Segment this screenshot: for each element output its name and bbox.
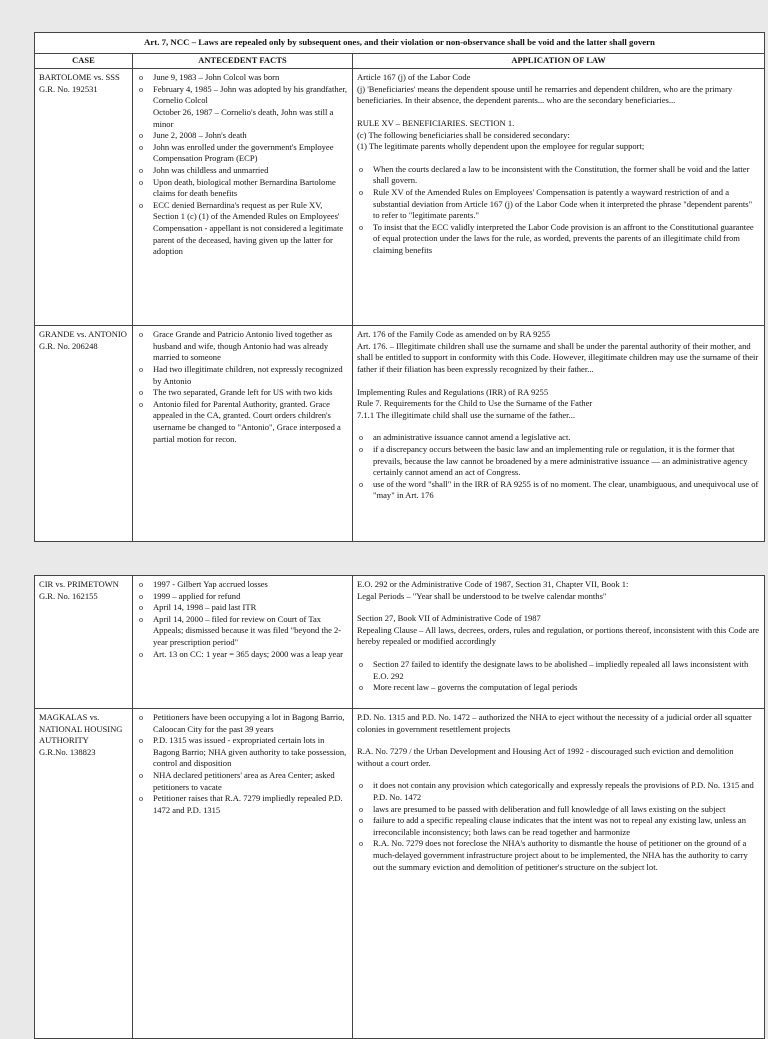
fact-item: o The two separated, Grande left for US with two kids xyxy=(137,387,348,399)
ruling-point: o use of the word "shall" in the IRR of RA 9255 is of no moment. The clear, unambiguous, and unequivocal use of "may" in Art. 176 xyxy=(357,479,760,502)
case-cell xyxy=(35,709,133,1039)
case-name: BARTOLOME vs. SSS G.R. No. 192531 xyxy=(39,72,120,94)
case-name: CIR vs. PRIMETOWN G.R. No. 162155 xyxy=(39,579,119,601)
ruling-point: o failure to add a specific repealing clause indicates that the intent was not to repeal any existing law, unless an irreconcilable inconsistency; both laws can be read together and harmonize xyxy=(357,815,760,838)
ruling-point: o To insist that the ECC validly interpreted the Labor Code provision is an affront to the Constitutional guarantee of equal protection under the laws for the rule, as worded, prevents the parents of an illegitimate child from claiming benefits xyxy=(357,222,760,257)
table-row xyxy=(35,709,765,1039)
fact-item: o April 14, 1998 – paid last ITR xyxy=(137,602,348,614)
facts-list xyxy=(137,329,348,445)
case-cell xyxy=(35,69,133,326)
law-cell xyxy=(353,576,765,709)
case-cell xyxy=(35,326,133,542)
fact-item: o John was childless and unmarried xyxy=(137,165,348,177)
fact-item: o John was enrolled under the government's Employee Compensation Program (ECP) xyxy=(137,142,348,165)
header-law: APPLICATION OF LAW xyxy=(353,53,765,69)
law-text xyxy=(357,712,760,769)
ruling-point: o it does not contain any provision which categorically and expressly repeals the provisions of P.D. No. 1315 and P.D. No. 1472 xyxy=(357,780,760,803)
law-provision-line: Legal Periods – "Year shall be understood to be twelve calendar months" xyxy=(357,590,607,601)
table-row xyxy=(35,69,765,326)
case-cell xyxy=(35,576,133,709)
facts-list xyxy=(137,712,348,816)
law-cell xyxy=(353,709,765,1039)
fact-item: o NHA declared petitioners' area as Area Center; asked petitioners to vacate xyxy=(137,770,348,793)
facts-list xyxy=(137,72,348,258)
header-facts: ANTECEDENT FACTS xyxy=(133,53,353,69)
law-provision-line: Repealing Clause – All laws, decrees, orders, rules and regulation, or portions thereof, inconsistent with this Code are hereby repealed or modified accordingly xyxy=(357,624,760,647)
fact-item: o Petitioners have been occupying a lot in Bagong Barrio, Caloocan City for the past 39 years xyxy=(137,712,348,735)
law-provision-line: Art. 176. – Illegitimate children shall use the surname and shall be under the parental authority of their mother, and shall be entitled to support in conformity with this Code. However, illegitimate children may use the surname of their father if their filiation has been expressly recognized by their father... xyxy=(357,340,759,374)
fact-item: o February 4, 1985 – John was adopted by his grandfather, Cornelio Colcol October 26, 1987 – Cornelio's death, John was still a minor xyxy=(137,84,348,130)
law-text xyxy=(357,72,760,153)
ruling-point: o More recent law – governs the computation of legal periods xyxy=(357,682,760,694)
law-provision-line: RULE XV – BENEFICIARIES. SECTION 1. xyxy=(357,117,515,128)
case-name: MAGKALAS vs. NATIONAL HOUSING AUTHORITY G.R.No. 138823 xyxy=(39,712,123,757)
fact-item: o 1997 - Gilbert Yap accrued losses xyxy=(137,579,348,591)
law-provision-line: E.O. 292 or the Administrative Code of 1987, Section 31, Chapter VII, Book 1: xyxy=(357,579,629,589)
law-provision-line: Section 27, Book VII of Administrative Code of 1987 xyxy=(357,613,541,624)
fact-item: o June 2, 2008 – John's death xyxy=(137,130,348,142)
case-table-page-2 xyxy=(34,575,765,1039)
facts-cell xyxy=(133,69,353,326)
ruling-point: o if a discrepancy occurs between the basic law and an implementing rule or regulation, it is the former that prevails, because the law cannot be broadened by a mere administrative issuance — an administrative agency certainly cannot amend an act of Congress. xyxy=(357,444,760,479)
facts-cell xyxy=(133,326,353,542)
law-provision-line: (j) 'Beneficiaries' means the dependent spouse until he remarries and dependent children, who are the primary beneficiaries. In their absence, the dependent parents... who are the secondary beneficiaries... xyxy=(357,83,733,106)
ruling-point: o R.A. No. 7279 does not foreclose the NHA's authority to dismantle the house of petitioner on the ground of a much-delayed government infrastructure project about to be implemented, the NHA has the authority to carry out the summary eviction and demolition of petitioner's structure on the subject lot. xyxy=(357,838,760,873)
ruling-point: o laws are presumed to be passed with deliberation and full knowledge of all laws existing on the subject xyxy=(357,804,760,816)
fact-item: o Grace Grande and Patricio Antonio lived together as husband and wife, though Antonio had was already married to someone xyxy=(137,329,348,364)
law-text xyxy=(357,329,760,421)
header-case: CASE xyxy=(35,53,133,69)
law-provision-line: R.A. No. 7279 / the Urban Development and Housing Act of 1992 - discouraged such eviction and demolition without a court order. xyxy=(357,746,734,768)
law-provision-line: Article 167 (j) of the Labor Code xyxy=(357,72,471,83)
ruling-points-list xyxy=(357,164,760,257)
law-cell xyxy=(353,326,765,542)
ruling-points-list xyxy=(357,659,760,694)
law-provision-line: Art. 176 of the Family Code as amended on by RA 9255 xyxy=(357,329,551,340)
ruling-point: o Rule XV of the Amended Rules on Employees' Compensation is patently a wayward restriction of and a substantial deviation from Article 167 (j) of the Labor Code when it interpreted the phrase "dependent parents" to refer to "legitimate parents." xyxy=(357,187,760,222)
law-provision-line: (1) The legitimate parents wholly dependent upon the employee for regular support; xyxy=(357,141,645,152)
ruling-point: o an administrative issuance cannot amend a legislative act. xyxy=(357,432,760,444)
ruling-points-list xyxy=(357,780,760,873)
case-table-page-1 xyxy=(34,32,765,542)
law-cell xyxy=(353,69,765,326)
facts-cell xyxy=(133,576,353,709)
fact-item: o 1999 – applied for refund xyxy=(137,591,348,603)
facts-list xyxy=(137,579,348,660)
fact-item: o Had two illegitimate children, not expressly recognized by Antonio xyxy=(137,364,348,387)
law-provision-line: Rule 7. Requirements for the Child to Use the Surname of the Father xyxy=(357,398,593,409)
table-row xyxy=(35,576,765,709)
facts-cell xyxy=(133,709,353,1039)
fact-item: o Petitioner raises that R.A. 7279 impliedly repealed P.D. 1472 and P.D. 1315 xyxy=(137,793,348,816)
law-provision-line: P.D. No. 1315 and P.D. No. 1472 – authorized the NHA to eject without the necessity of a judicial order all squatter colonies in government resettlement projects xyxy=(357,712,752,734)
fact-item: o June 9, 1983 – John Colcol was born xyxy=(137,72,348,84)
fact-item: o P.D. 1315 was issued - expropriated certain lots in Bagong Barrio; NHA given authority to take possession, control and disposition xyxy=(137,735,348,770)
fact-item: o April 14, 2000 – filed for review on Court of Tax Appeals; dismissed because it was filed "beyond the 2-year prescription period" xyxy=(137,614,348,649)
fact-item: o ECC denied Bernardina's request as per Rule XV, Section 1 (c) (1) of the Amended Rules on Employees' Compensation - appellant is not considered a legitimate parent of the deceased, having given up the latter for adoption xyxy=(137,200,348,258)
ruling-point: o When the courts declared a law to be inconsistent with the Constitution, the former shall be void and the latter shall govern. xyxy=(357,164,760,187)
law-provision-line: (c) The following beneficiaries shall be considered secondary: xyxy=(357,129,570,140)
law-provision-line: 7.1.1 The illegitimate child shall use the surname of the father... xyxy=(357,409,575,420)
table-row xyxy=(35,326,765,542)
case-name: GRANDE vs. ANTONIO G.R. No. 206248 xyxy=(39,329,127,351)
fact-item: o Art. 13 on CC: 1 year = 365 days; 2000 was a leap year xyxy=(137,649,348,661)
fact-item: o Antonio filed for Parental Authority, granted. Grace appealed in the CA, granted. Court orders children's username be changed to "Antonio", Grace interposed a partial motion for recon. xyxy=(137,399,348,445)
ruling-points-list xyxy=(357,432,760,502)
law-provision-line: Implementing Rules and Regulations (IRR) of RA 9255 xyxy=(357,386,549,397)
law-text xyxy=(357,579,760,648)
table-title: Art. 7, NCC – Laws are repealed only by subsequent ones, and their violation or non-observance shall be void and the latter shall govern xyxy=(35,33,765,54)
ruling-point: o Section 27 failed to identify the designate laws to be abolished – impliedly repealed all laws inconsistent with E.O. 292 xyxy=(357,659,760,682)
fact-item: o Upon death, biological mother Bernardina Bartolome claims for death benefits xyxy=(137,177,348,200)
